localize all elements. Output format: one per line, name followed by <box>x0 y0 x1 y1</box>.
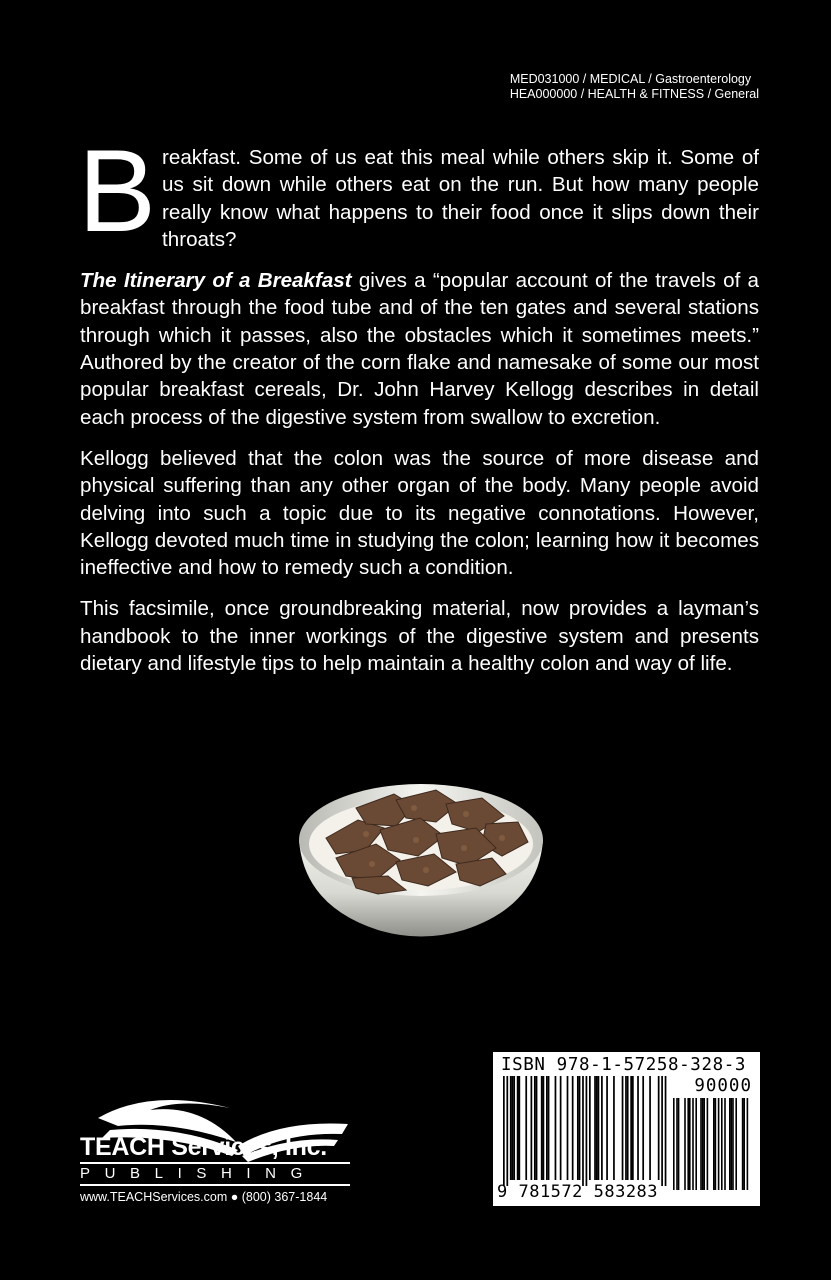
addon-bar <box>707 1098 709 1190</box>
barcode-bar <box>649 1076 651 1180</box>
addon-bar <box>703 1098 705 1190</box>
addon-bar <box>747 1098 749 1190</box>
addon-bar <box>731 1098 733 1190</box>
barcode-bar <box>567 1076 569 1180</box>
publisher-subtitle: PUBLISHING <box>80 1165 317 1182</box>
barcode-bar <box>579 1076 581 1180</box>
addon-bar <box>684 1098 686 1190</box>
book-description <box>78 125 760 691</box>
barcode-bar <box>661 1076 663 1186</box>
isbn-barcode <box>493 1052 760 1206</box>
addon-bar <box>676 1098 678 1190</box>
addon-bar <box>687 1098 689 1190</box>
barcode-bar <box>525 1076 527 1180</box>
barcode-bar <box>627 1076 629 1180</box>
addon-bar <box>735 1098 737 1190</box>
barcode-bar <box>606 1076 608 1180</box>
paragraph-1-text: reakfast. Some of us eat this meal while others skip it. Some of us sit down while others eat on the run. But how many people really know what happens to their food once it slips down their throats? <box>162 146 759 251</box>
barcode-bar <box>596 1076 598 1180</box>
barcode-bar <box>598 1076 600 1180</box>
barcode-bar <box>630 1076 632 1180</box>
ean-digits: 9 781572 583283 <box>497 1182 659 1202</box>
barcode-bar <box>632 1076 634 1180</box>
book-title-emphasis: The Itinerary of a Breakfast <box>80 269 352 293</box>
barcode-bar <box>548 1076 550 1180</box>
paragraph-4: This facsimile, once groundbreaking material, now provides a layman’s handbook to the inner workings of the digestive system and presents dietary and lifestyle tips to help maintain a healthy colon and way of life. <box>80 597 759 676</box>
addon-bar <box>695 1098 697 1190</box>
price-code: 90000 <box>694 1076 752 1096</box>
addon-bar <box>678 1098 680 1190</box>
barcode-bar <box>586 1076 588 1186</box>
bisac-line-2: HEA000000 / HEALTH & FITNESS / General <box>509 87 759 101</box>
paragraph-3: Kellogg believed that the colon was the source of more disease and physical suffering than any other organ of the body. Many people avoid delving into such a topic due to its negative connotations. However, Kellogg devoted much time in studying the colon; learning how it becomes ineffective and how to remedy such a condition. <box>80 446 759 580</box>
barcode-bar <box>622 1076 624 1180</box>
barcode-bar <box>534 1076 536 1180</box>
barcode-bar <box>531 1076 533 1180</box>
addon-bar <box>724 1098 726 1190</box>
barcode-bar <box>572 1076 574 1180</box>
barcode-bar <box>560 1076 562 1180</box>
barcode-bar <box>589 1076 591 1180</box>
barcode-bar <box>658 1076 660 1180</box>
paragraph-2-text: gives a “popular account of the travels of a breakfast through the food tube and of the ten gates and several stations through which it passes, also the obstacles which it sometimes meets.” Authored by the creator of the corn flake and namesake of some our most popular breakfast cereals, Dr. John Harvey Kellogg describes in detail each process of the digestive system from swallow to excretion. <box>80 269 760 429</box>
barcode-bar <box>582 1076 584 1186</box>
cereal-bowl-image <box>296 778 546 940</box>
barcode-bar <box>546 1076 548 1180</box>
barcode-bar <box>513 1076 515 1180</box>
barcode-bar <box>665 1076 667 1186</box>
barcode-bar <box>541 1076 543 1180</box>
barcode-bar <box>512 1076 514 1180</box>
addon-bar <box>729 1098 731 1190</box>
addon-bar <box>742 1098 744 1190</box>
addon-bar <box>673 1098 675 1190</box>
barcode-bar <box>594 1076 596 1180</box>
barcode-bar <box>642 1076 644 1180</box>
barcode-bar <box>601 1076 603 1180</box>
open-book-icon <box>80 1050 360 1210</box>
addon-bar <box>715 1098 717 1190</box>
barcode-bar <box>536 1076 538 1180</box>
bisac-line-1: MED031000 / MEDICAL / Gastroenterology <box>509 72 752 86</box>
barcode-bar <box>518 1076 520 1180</box>
bisac-codes <box>510 72 759 102</box>
addon-bar <box>713 1098 715 1190</box>
paragraph-1 <box>78 125 759 256</box>
addon-bar <box>721 1098 723 1190</box>
barcode-bar <box>510 1076 512 1180</box>
barcode-bar <box>555 1076 557 1180</box>
barcode-bar <box>517 1076 519 1180</box>
publisher-rule-bottom <box>80 1184 350 1186</box>
drop-cap: B <box>78 125 157 256</box>
addon-bar <box>689 1098 691 1190</box>
addon-bar <box>702 1098 704 1190</box>
barcode-bar <box>506 1076 508 1186</box>
barcode-bar <box>637 1076 639 1180</box>
addon-bar <box>732 1098 734 1190</box>
isbn-label: ISBN 978-1-57258-328-3 <box>501 1055 746 1075</box>
publisher-rule-top <box>80 1162 350 1164</box>
addon-bar <box>743 1098 745 1190</box>
publisher-name: TEACH Services, Inc. <box>80 1133 327 1161</box>
barcode-bar <box>543 1076 545 1180</box>
addon-bar <box>700 1098 702 1190</box>
barcode-bar <box>613 1076 615 1180</box>
addon-bar <box>718 1098 720 1190</box>
publisher-contact: www.TEACHServices.com ● (800) 367-1844 <box>80 1190 328 1204</box>
addon-bar <box>692 1098 694 1190</box>
paragraph-2 <box>80 267 759 431</box>
barcode-bar <box>625 1076 627 1180</box>
barcode-bar <box>503 1076 505 1186</box>
barcode-bar <box>577 1076 579 1180</box>
